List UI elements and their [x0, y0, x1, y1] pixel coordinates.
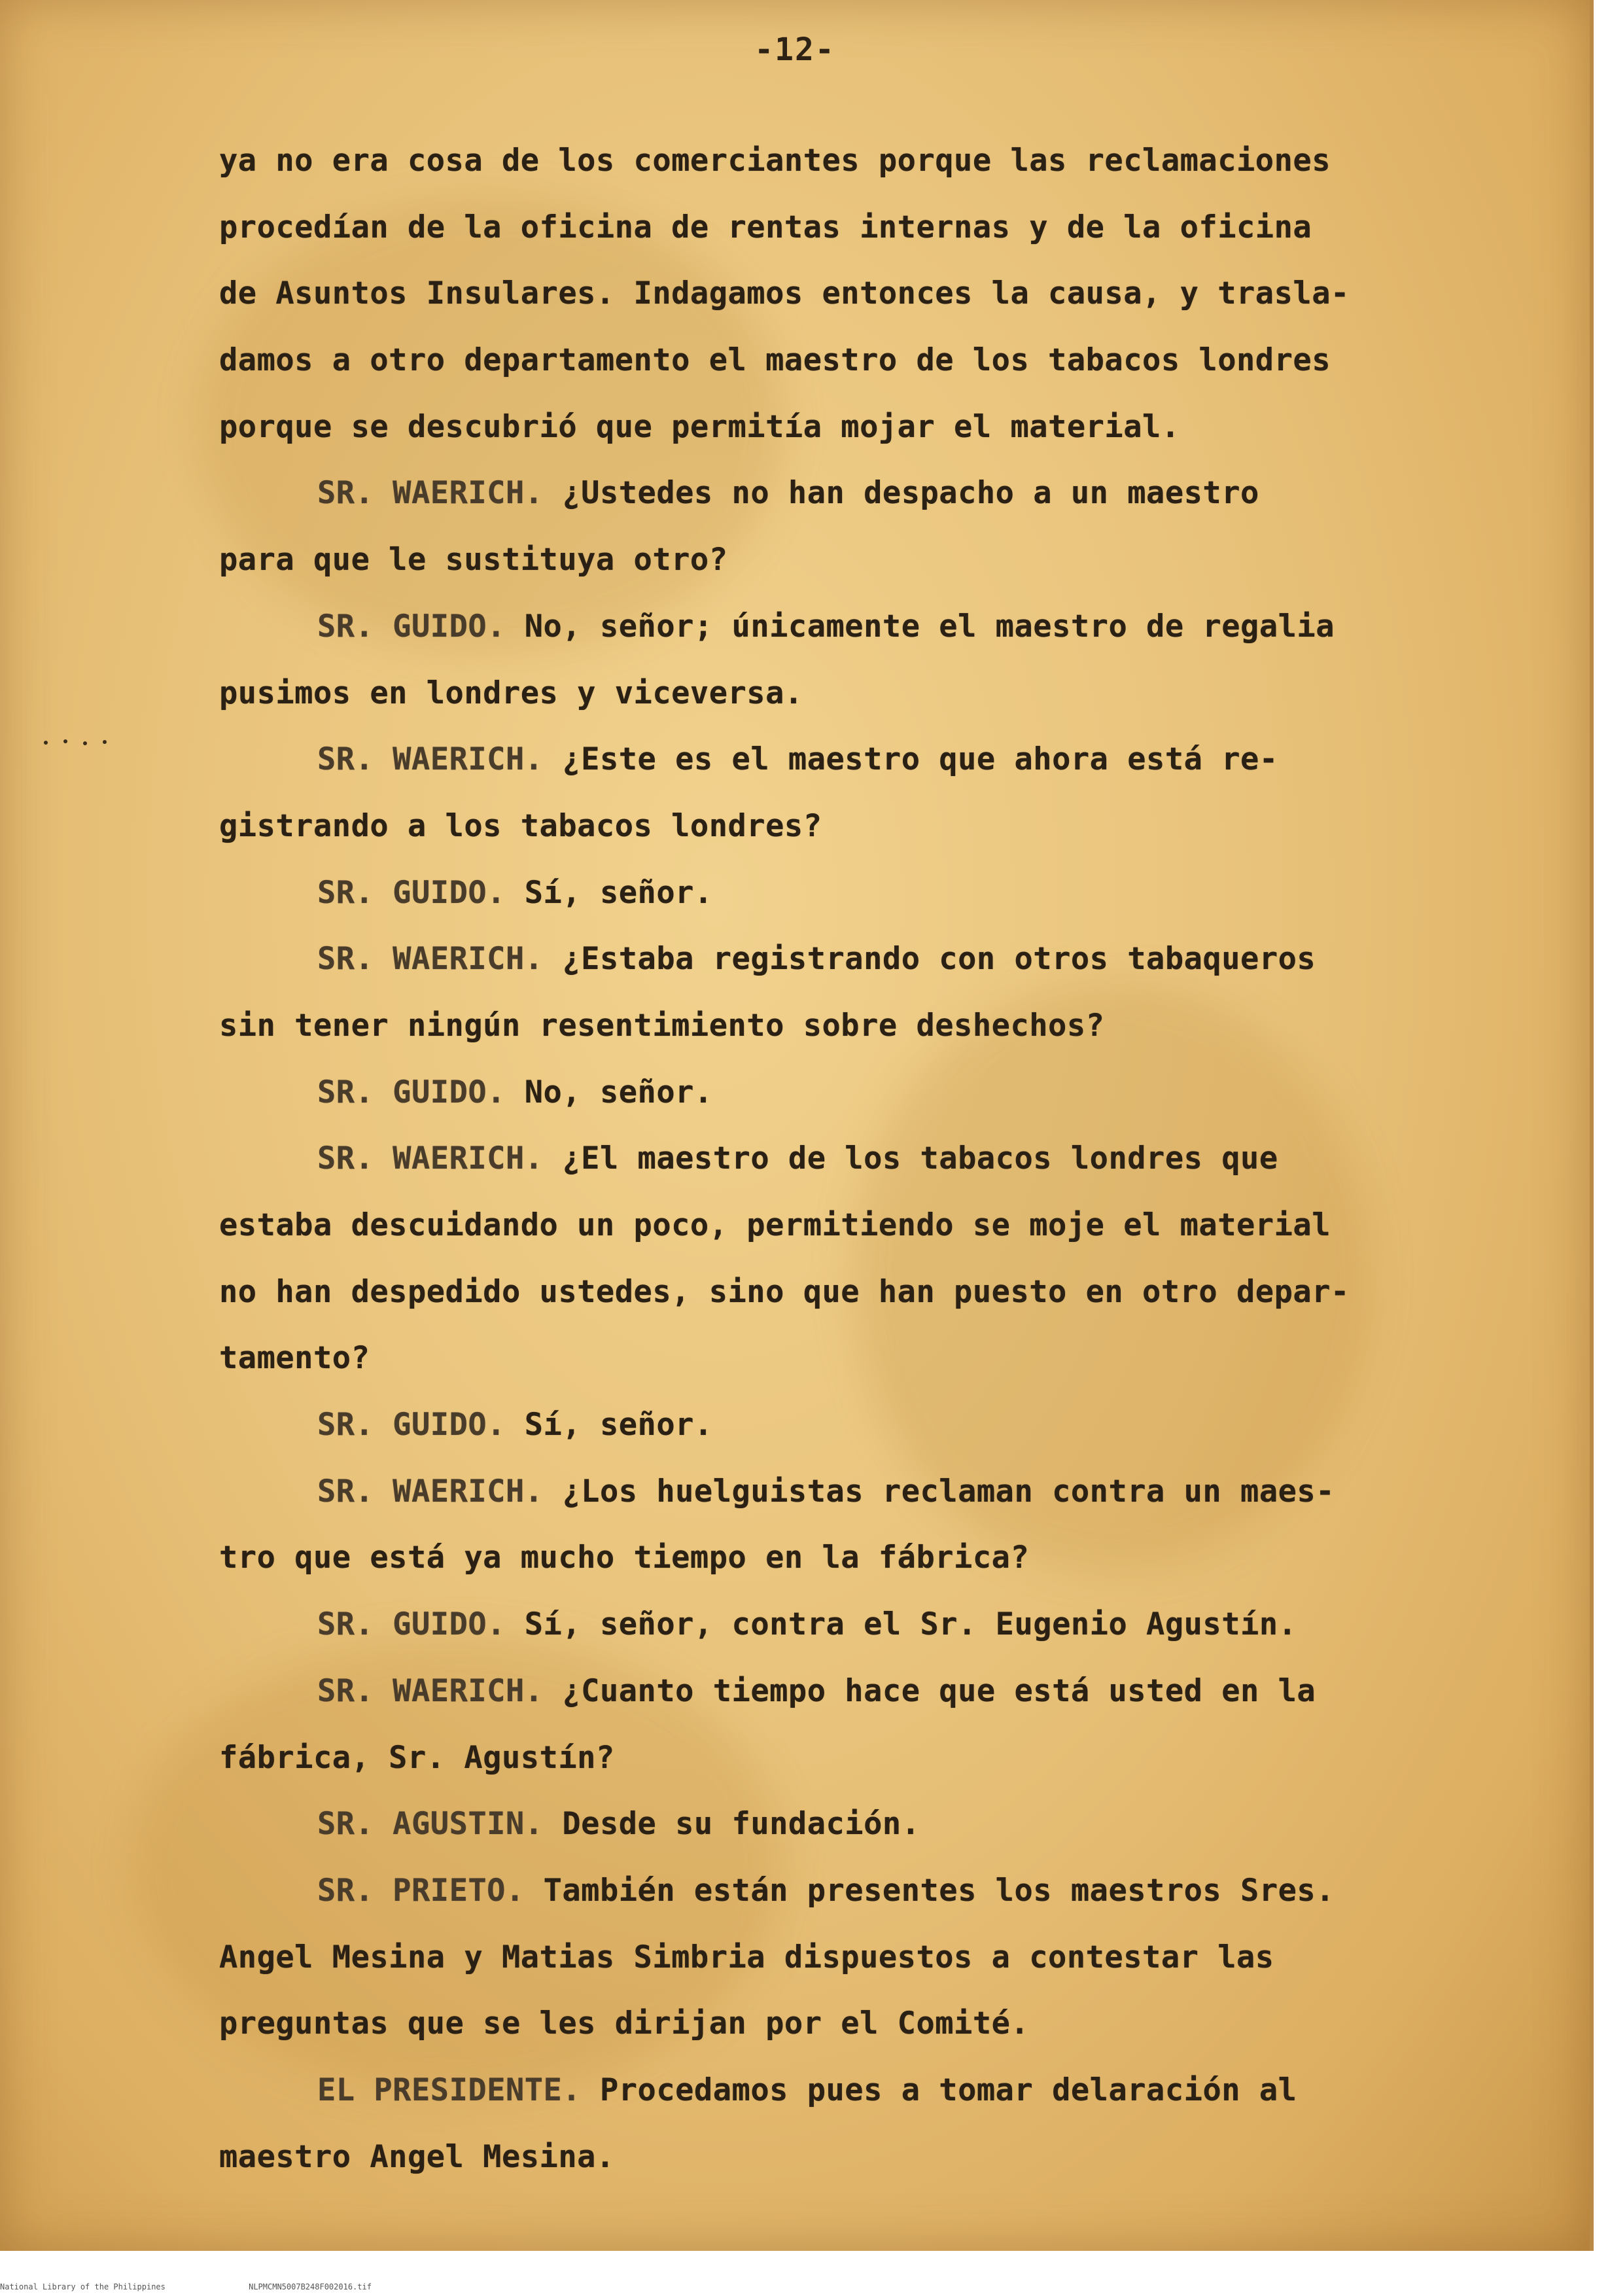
line-text: procedían de la oficina de rentas internas y de la oficina — [219, 209, 1312, 245]
dialogue-line — [219, 1458, 1488, 1525]
dialogue-line — [219, 1858, 1488, 1924]
margin-dots — [39, 730, 118, 756]
line-text: Sí, señor. — [524, 1407, 713, 1443]
line-text: porque se descubrió que permitía mojar el material. — [219, 408, 1180, 445]
text-line — [219, 1924, 1488, 1991]
line-text: maestro Angel Mesina. — [219, 2138, 615, 2175]
line-text: preguntas que se les dirijan por el Comité. — [219, 2005, 1030, 2042]
line-text: fábrica, Sr. Agustín? — [219, 1739, 615, 1776]
speaker-name: EL PRESIDENTE. — [317, 2072, 582, 2108]
speaker-name: SR. WAERICH. — [317, 741, 544, 778]
speaker-name: SR. GUIDO. — [317, 1074, 506, 1110]
line-text: No, señor. — [524, 1074, 713, 1110]
line-text: ¿Ustedes no han despacho a un maestro — [562, 475, 1259, 512]
line-text: ¿El maestro de los tabacos londres que — [562, 1140, 1278, 1177]
line-text: ¿Este es el maestro que ahora está re- — [562, 741, 1278, 778]
line-text: ¿Cuanto tiempo hace que está usted en la — [562, 1672, 1316, 1709]
dialogue-line — [219, 593, 1488, 660]
line-text: No, señor; únicamente el maestro de regalia — [524, 608, 1335, 645]
dialogue-line — [219, 1059, 1488, 1126]
text-line — [219, 394, 1488, 461]
dialogue-line — [219, 1791, 1488, 1858]
text-line — [219, 793, 1488, 860]
speaker-name: SR. GUIDO. — [317, 608, 506, 645]
speaker-name: SR. WAERICH. — [317, 1473, 544, 1510]
line-text: ¿Estaba registrando con otros tabaqueros — [562, 941, 1316, 978]
line-text: no han despedido ustedes, sino que han puesto en otro depar- — [219, 1273, 1350, 1310]
line-text: para que le sustituya otro? — [219, 542, 728, 578]
speaker-name: SR. AGUSTIN. — [317, 1806, 544, 1843]
line-text: de Asuntos Insulares. Indagamos entonces la causa, y trasla- — [219, 275, 1350, 312]
line-text: tamento? — [219, 1340, 370, 1377]
dialogue-line — [219, 2057, 1488, 2124]
line-text: También están presentes los maestros Sres. — [543, 1872, 1335, 1909]
text-line — [219, 260, 1488, 327]
speaker-name: SR. WAERICH. — [317, 1140, 544, 1177]
speaker-name: SR. WAERICH. — [317, 941, 544, 978]
dialogue-line — [219, 1591, 1488, 1658]
line-text: Sí, señor, contra el Sr. Eugenio Agustín. — [524, 1606, 1297, 1643]
line-text: Procedamos pues a tomar delaración al — [599, 2072, 1297, 2108]
scan-footer — [0, 2282, 450, 2291]
line-text: gistrando a los tabacos londres? — [219, 807, 822, 844]
text-line — [219, 1259, 1488, 1326]
line-text: ¿Los huelguistas reclaman contra un maes- — [562, 1473, 1335, 1510]
scan-filename: NLPMCMN5007B248F002016.tif — [249, 2282, 372, 2291]
line-text: ya no era cosa de los comerciantes porque las reclamaciones — [219, 143, 1331, 179]
line-text: Angel Mesina y Matias Simbria dispuestos a contestar las — [219, 1939, 1274, 1975]
speaker-name: SR. GUIDO. — [317, 1606, 506, 1643]
line-text: Desde su fundación. — [562, 1806, 920, 1843]
line-text: pusimos en londres y viceversa. — [219, 675, 803, 711]
text-line — [219, 1525, 1488, 1591]
line-text: sin tener ningún resentimiento sobre deshechos? — [219, 1007, 1105, 1044]
dialogue-line — [219, 1658, 1488, 1725]
transcript-body — [219, 128, 1488, 2190]
text-line — [219, 1725, 1488, 1792]
speaker-name: SR. PRIETO. — [317, 1872, 525, 1909]
speaker-name: SR. GUIDO. — [317, 874, 506, 911]
text-line — [219, 327, 1488, 394]
text-line — [219, 128, 1488, 194]
dialogue-line — [219, 726, 1488, 793]
dialogue-line — [219, 926, 1488, 993]
text-line — [219, 1192, 1488, 1259]
speaker-name: SR. GUIDO. — [317, 1407, 506, 1443]
text-line — [219, 194, 1488, 261]
dialogue-line — [219, 1125, 1488, 1192]
line-text: estaba descuidando un poco, permitiendo se moje el material — [219, 1207, 1331, 1243]
dialogue-line — [219, 460, 1488, 527]
line-text: damos a otro departamento el maestro de los tabacos londres — [219, 342, 1331, 379]
library-credit: National Library of the Philippines — [0, 2282, 166, 2291]
text-line — [219, 1325, 1488, 1392]
line-text: Sí, señor. — [524, 874, 713, 911]
speaker-name: SR. WAERICH. — [317, 1672, 544, 1709]
text-line — [219, 1990, 1488, 2057]
speaker-name: SR. WAERICH. — [317, 475, 544, 512]
page-number: -12- — [754, 31, 835, 68]
text-line — [219, 993, 1488, 1059]
dialogue-line — [219, 1392, 1488, 1458]
line-text: tro que está ya mucho tiempo en la fábrica? — [219, 1540, 1030, 1576]
dialogue-line — [219, 860, 1488, 927]
text-line — [219, 527, 1488, 593]
text-line — [219, 2124, 1488, 2191]
text-line — [219, 660, 1488, 727]
